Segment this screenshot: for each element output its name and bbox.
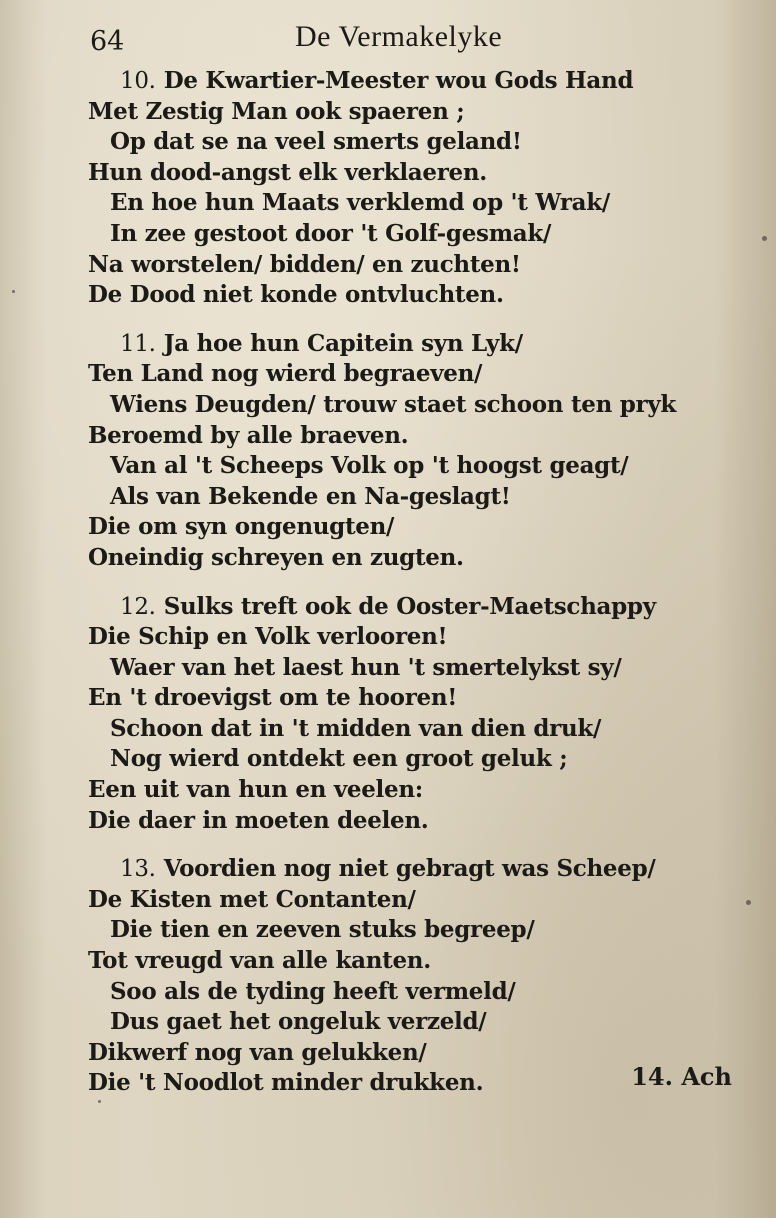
- page-number: 64: [90, 26, 125, 57]
- verse-line: Waer van het laest hun 't smertelykst sy/: [110, 653, 622, 681]
- verse-line: Tot vreugd van alle kanten.: [88, 947, 431, 975]
- verse-line: Die om syn ongenugten/: [88, 513, 395, 541]
- verse-line: Die 't Noodlot minder drukken.: [88, 1069, 484, 1097]
- paper-speck: [12, 290, 15, 293]
- verse-line: Nog wierd ontdekt een groot geluk ;: [110, 745, 568, 773]
- verse-line: Dikwerf nog van gelukken/: [88, 1038, 427, 1066]
- verse-line: Een uit van hun en veelen:: [88, 776, 423, 804]
- verse-line: Als van Bekende en Na-geslagt!: [110, 482, 511, 510]
- verse-line: 10. De Kwartier-Meester wou Gods Hand: [120, 67, 634, 94]
- paper-speck: [746, 900, 751, 905]
- verse-line: Hun dood-angst elk verklaeren.: [88, 158, 487, 186]
- verse-line: Oneindig schreyen en zugten.: [88, 543, 464, 571]
- verse-line: En hoe hun Maats verklemd op 't Wrak/: [110, 189, 610, 217]
- verse-line: Dus gaet het ongeluk verzeld/: [110, 1008, 487, 1036]
- poem-body: [88, 66, 728, 1117]
- verse-line: De Dood niet konde ontvluchten.: [88, 281, 504, 309]
- catchword: 14. Ach: [631, 1062, 732, 1091]
- page-header: [90, 18, 690, 58]
- verse-line: Met Zestig Man ook spaeren ;: [88, 97, 465, 125]
- stanza-11: [88, 329, 728, 574]
- verse-line: Beroemd by alle braeven.: [88, 421, 409, 449]
- verse-line: Die Schip en Volk verlooren!: [88, 623, 448, 651]
- running-title: De Vermakelyke: [295, 20, 503, 53]
- verse-line: Die tien en zeeven stuks begreep/: [110, 916, 535, 944]
- verse-line: 13. Voordien nog niet gebragt was Scheep/: [120, 855, 656, 883]
- stanza-12: [88, 592, 728, 837]
- verse-line: De Kisten met Contanten/: [88, 885, 416, 913]
- verse-line: 12. Sulks treft ook de Ooster-Maetschappy: [120, 592, 656, 620]
- verse-line: 11. Ja hoe hun Capitein syn Lyk/: [120, 329, 523, 357]
- verse-line: Soo als de tyding heeft vermeld/: [110, 977, 516, 1005]
- stanza-number: 13.: [120, 856, 156, 883]
- verse-line: Van al 't Scheeps Volk op 't hoogst geagt/: [110, 452, 629, 480]
- stanza-number: 11.: [120, 330, 156, 357]
- stanza-number: 12.: [120, 593, 156, 620]
- verse-line: Ten Land nog wierd begraeven/: [88, 360, 483, 388]
- verse-line: Die daer in moeten deelen.: [88, 806, 429, 834]
- stanza-number: 10.: [120, 68, 156, 94]
- verse-line: Op dat se na veel smerts geland!: [110, 128, 522, 156]
- paper-speck: [762, 236, 767, 241]
- verse-line: In zee gestoot door 't Golf-gesmak/: [110, 219, 552, 247]
- paper-speck: [98, 1100, 101, 1103]
- verse-line: Schoon dat in 't midden van dien druk/: [110, 714, 602, 742]
- verse-line: Wiens Deugden/ trouw staet schoon ten pryk: [110, 390, 677, 418]
- verse-line: En 't droevigst om te hooren!: [88, 684, 458, 712]
- verse-line: Na worstelen/ bidden/ en zuchten!: [88, 250, 521, 278]
- stanza-10: [88, 66, 728, 311]
